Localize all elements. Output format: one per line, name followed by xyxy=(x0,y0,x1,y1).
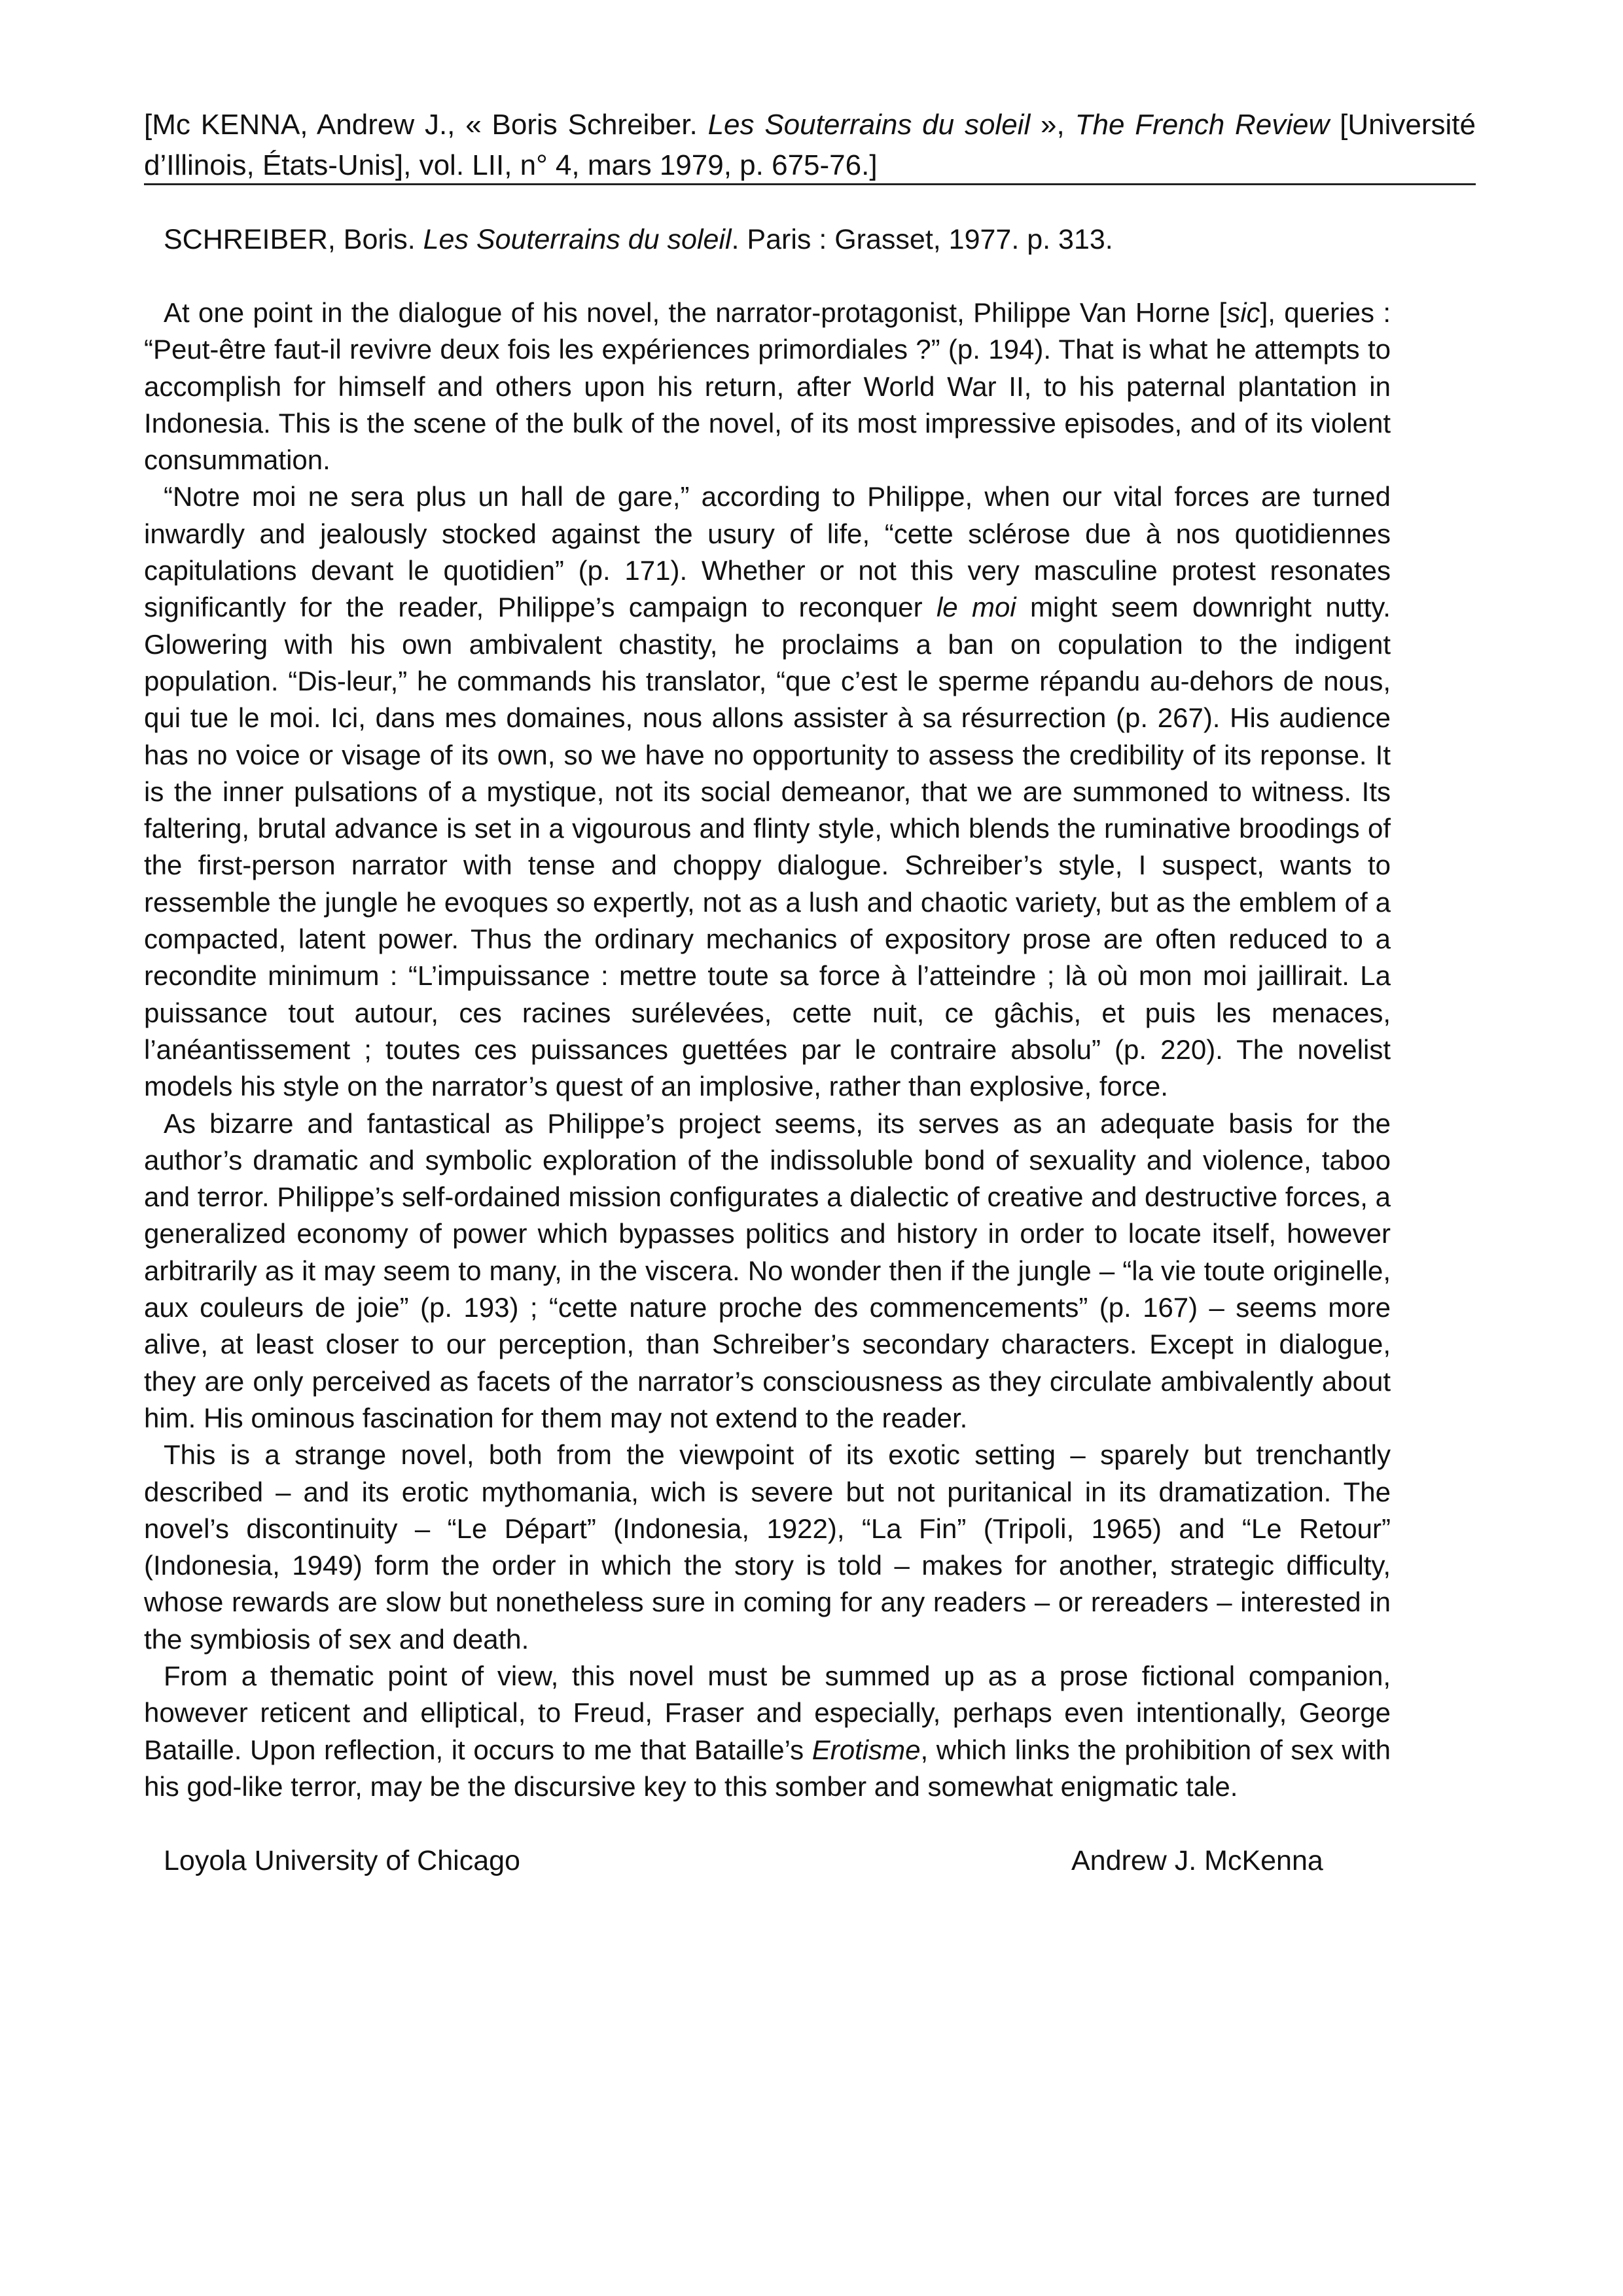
header-book-title: Les Souterrains du soleil xyxy=(707,109,1031,141)
citation-author: SCHREIBER, Boris. xyxy=(164,224,423,255)
paragraph-1-sic: sic xyxy=(1226,297,1260,328)
paragraph-3: As bizarre and fantastical as Philippe’s project seems, its serves as an adequate basis for the author’s dramatic and symbolic exploration of the indissoluble bond of sexuality and violence, taboo and terror. Philippe’s self-ordained mission configurates a dialectic of creative and destructive forces, a generalized economy of power which bypasses politics and history in order to locate itself, however arbitrarily as it may seem to many, in the viscera. No wonder then if the jungle – “la vie toute originelle, aux couleurs de joie” (p. 193) ; “cette nature proche des commencements” (p. 167) – seems more alive, at least closer to our perception, than Schreiber’s secondary characters. Except in dialogue, they are only perceived as facets of the narrator’s consciousness as they circulate ambivalently about him. His ominous fascination for them may not extend to the reader. xyxy=(144,1107,1391,1433)
paragraph-1-text-a: At one point in the dialogue of his novel, the narrator-protagonist, Philippe Van Horne [ xyxy=(164,297,1227,328)
paragraph-1-text-b: ], queries : “Peut-être faut-il revivre deux fois les expériences primordiales ?” (p. 194). That is what he attempts to accomplish for himself and others upon his return, after World War II, to his paternal plantation in Indonesia. This is the scene of the bulk of the novel, of its most impressive episodes, and of its violent consummation. xyxy=(144,297,1391,476)
paragraph-5-text-a: From a thematic point of view, this novel must be summed up as a prose fictional companion, however reticent and elliptical, to Freud, Fraser and especially, perhaps even intentionally, George Bataille. Upon reflection, it occurs to me that Bataille’s xyxy=(144,1660,1391,1765)
paragraph-2-text-b: might seem downright nutty. Glowering with his own ambivalent chastity, he proclaims a ban on copulation to the indigent population. “Dis-leur,” he commands his translator, “que c’est le sperme répandu au-dehors de nous, qui tue le moi. Ici, dans mes domaines, nous allons assister à sa résurrection (p. 267). His audience has no voice or visage of its own, so we have no opportunity to assess the credibility of its reponse. It is the inner pulsations of a mystique, not its social demeanor, that we are summoned to witness. Its faltering, brutal advance is set in a vigourous and flinty style, which blends the ruminative broodings of the first-person narrator with tense and choppy dialogue. Schreiber’s style, I suspect, wants to ressemble the jungle he evoques so expertly, not as a lush and chaotic variety, but as the emblem of a compacted, latent power. Thus the ordinary mechanics of expository prose are often reduced to a recondite minimum : “L’impuissance : mettre toute sa force à l’atteindre ; là où mon moi jaillirait. La puissance tout autour, ces racines surélevées, cette nuit, ce gâchis, et puis les menaces, l’anéantissement ; toutes ces puissances guettées par le contraire absolu” (p. 220). The novelist models his style on the narrator’s quest of an implosive, rather than explosive, force. xyxy=(144,592,1391,1102)
header-divider xyxy=(144,183,1476,185)
citation-publication: . Paris : Grasset, 1977. p. 313. xyxy=(731,224,1113,255)
review-body xyxy=(144,295,1391,1805)
author-affiliation: Loyola University of Chicago xyxy=(164,1845,520,1876)
header-journal-title: The French Review xyxy=(1075,109,1330,141)
paragraph-5-text-b: , which links the prohibition of sex with his god-like terror, may be the discursive key to this somber and somewhat enigmatic tale. xyxy=(144,1734,1391,1802)
paragraph-4: This is a strange novel, both from the viewpoint of its exotic setting – sparely but trenchantly described – and its erotic mythomania, wich is severe but not puritanical in its dramatization. The novel’s discontinuity – “Le Départ” (Indonesia, 1922), “La Fin” (Tripoli, 1965) and “Le Retour” (Indonesia, 1949) form the order in which the story is told – makes for another, strategic difficulty, whose rewards are slow but nonetheless sure in coming for any readers – or rereaders – interested in the symbiosis of sex and death. xyxy=(144,1439,1391,1655)
paragraph-2-emphasis: le moi xyxy=(936,592,1016,623)
paragraph-2 xyxy=(144,478,1391,1105)
paragraph-5-emphasis: Erotisme xyxy=(812,1734,921,1765)
paragraph-1 xyxy=(144,295,1391,478)
source-reference-header xyxy=(144,105,1476,186)
header-text-1: [Mc KENNA, Andrew J., « Boris Schreiber. xyxy=(144,109,708,141)
paragraph-2-text-a: “Notre moi ne sera plus un hall de gare,” according to Philippe, when our vital forces are turned inwardly and jealously stocked against the usury of life, “cette sclérose due à nos quotidiennes capitulations devant le quotidien” (p. 171). Whether or not this very masculine protest resonates significantly for the reader, Philippe’s campaign to reconquer xyxy=(144,481,1391,623)
citation-title: Les Souterrains du soleil xyxy=(423,224,732,255)
author-name: Andrew J. McKenna xyxy=(1071,1845,1323,1876)
paragraph-5 xyxy=(144,1658,1391,1805)
book-citation xyxy=(164,221,1407,258)
header-text-3: [Université d’Illinois, États-Unis], vol. LII, n° 4, mars 1979, p. 675-76.] xyxy=(144,109,1476,181)
header-text-2: », xyxy=(1030,109,1075,141)
